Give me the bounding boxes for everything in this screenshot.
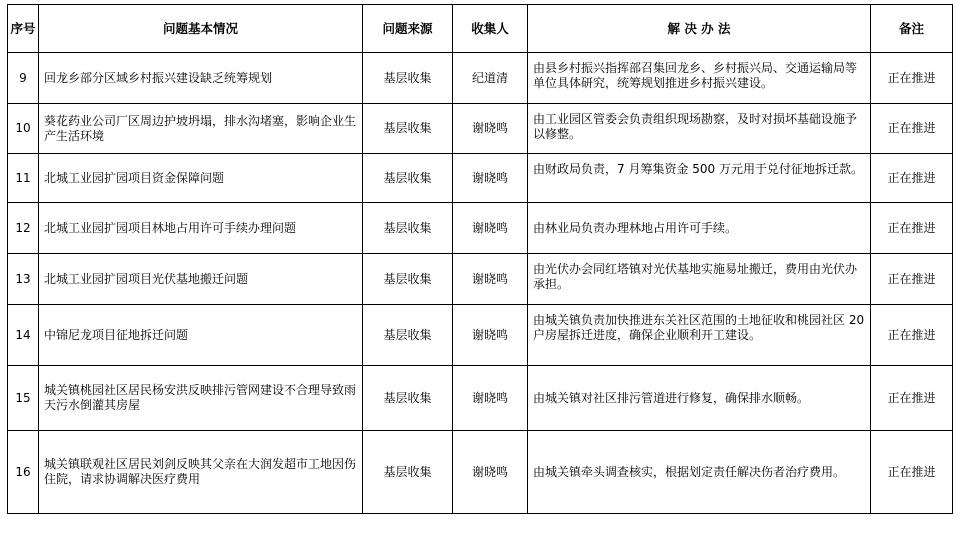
row-issue: 葵花药业公司厂区周边护坡坍塌，排水沟堵塞，影响企业生产生活环境 (39, 104, 363, 154)
row-number: 11 (8, 154, 39, 203)
table-row (8, 203, 953, 254)
row-number: 16 (8, 431, 39, 514)
row-issue: 北城工业园扩园项目资金保障问题 (39, 154, 363, 203)
row-note: 正在推进 (871, 366, 953, 431)
header-seq: 序号 (8, 5, 39, 53)
row-issue: 城关镇桃园社区居民杨安洪反映排污管网建设不合理导致雨天污水倒灌其房屋 (39, 366, 363, 431)
row-collector: 谢晓鸣 (453, 154, 528, 203)
row-number: 12 (8, 203, 39, 254)
row-collector: 谢晓鸣 (453, 203, 528, 254)
row-solution: 由城关镇对社区排污管道进行修复，确保排水顺畅。 (528, 366, 871, 431)
row-note: 正在推进 (871, 254, 953, 305)
row-note: 正在推进 (871, 154, 953, 203)
row-collector: 谢晓鸣 (453, 104, 528, 154)
row-solution: 由光伏办会同红塔镇对光伏基地实施易址搬迁，费用由光伏办承担。 (528, 254, 871, 305)
row-collector: 谢晓鸣 (453, 366, 528, 431)
row-issue: 城关镇联观社区居民刘剑反映其父亲在大润发超市工地因伤住院，请求协调解决医疗费用 (39, 431, 363, 514)
header-source: 问题来源 (363, 5, 453, 53)
row-note: 正在推进 (871, 104, 953, 154)
row-source: 基层收集 (363, 254, 453, 305)
row-note: 正在推进 (871, 53, 953, 104)
row-solution: 由城关镇牵头调查核实，根据划定责任解决伤者治疗费用。 (528, 431, 871, 514)
row-note: 正在推进 (871, 203, 953, 254)
row-source: 基层收集 (363, 104, 453, 154)
row-solution: 由财政局负责，7 月筹集资金 500 万元用于兑付征地拆迁款。 (528, 154, 871, 203)
row-source: 基层收集 (363, 366, 453, 431)
table-row (8, 104, 953, 154)
row-issue: 中锦尼龙项目征地拆迁问题 (39, 305, 363, 366)
row-source: 基层收集 (363, 154, 453, 203)
table-row (8, 305, 953, 366)
row-issue: 北城工业园扩园项目林地占用许可手续办理问题 (39, 203, 363, 254)
row-issue: 北城工业园扩园项目光伏基地搬迁问题 (39, 254, 363, 305)
table-header-row (8, 5, 953, 53)
row-collector: 纪道清 (453, 53, 528, 104)
issue-table (7, 4, 953, 514)
row-number: 15 (8, 366, 39, 431)
table-row (8, 366, 953, 431)
row-number: 9 (8, 53, 39, 104)
row-solution: 由工业园区管委会负责组织现场勘察，及时对损坏基础设施予以修整。 (528, 104, 871, 154)
header-solution: 解 决 办 法 (528, 5, 871, 53)
row-source: 基层收集 (363, 53, 453, 104)
row-solution: 由县乡村振兴指挥部召集回龙乡、乡村振兴局、交通运输局等单位具体研究，统筹规划推进乡村振兴建设。 (528, 53, 871, 104)
row-solution: 由林业局负责办理林地占用许可手续。 (528, 203, 871, 254)
row-note: 正在推进 (871, 305, 953, 366)
table-row (8, 154, 953, 203)
header-issue: 问题基本情况 (39, 5, 363, 53)
table-row (8, 431, 953, 514)
row-collector: 谢晓鸣 (453, 305, 528, 366)
row-number: 14 (8, 305, 39, 366)
table-row (8, 254, 953, 305)
row-number: 13 (8, 254, 39, 305)
row-source: 基层收集 (363, 431, 453, 514)
row-collector: 谢晓鸣 (453, 254, 528, 305)
header-collector: 收集人 (453, 5, 528, 53)
header-note: 备注 (871, 5, 953, 53)
row-source: 基层收集 (363, 203, 453, 254)
row-issue: 回龙乡部分区域乡村振兴建设缺乏统筹规划 (39, 53, 363, 104)
row-number: 10 (8, 104, 39, 154)
row-source: 基层收集 (363, 305, 453, 366)
table-row (8, 53, 953, 104)
row-note: 正在推进 (871, 431, 953, 514)
row-solution: 由城关镇负责加快推进东关社区范围的土地征收和桃园社区 20 户房屋拆迁进度，确保企业顺利开工建设。 (528, 305, 871, 366)
row-collector: 谢晓鸣 (453, 431, 528, 514)
